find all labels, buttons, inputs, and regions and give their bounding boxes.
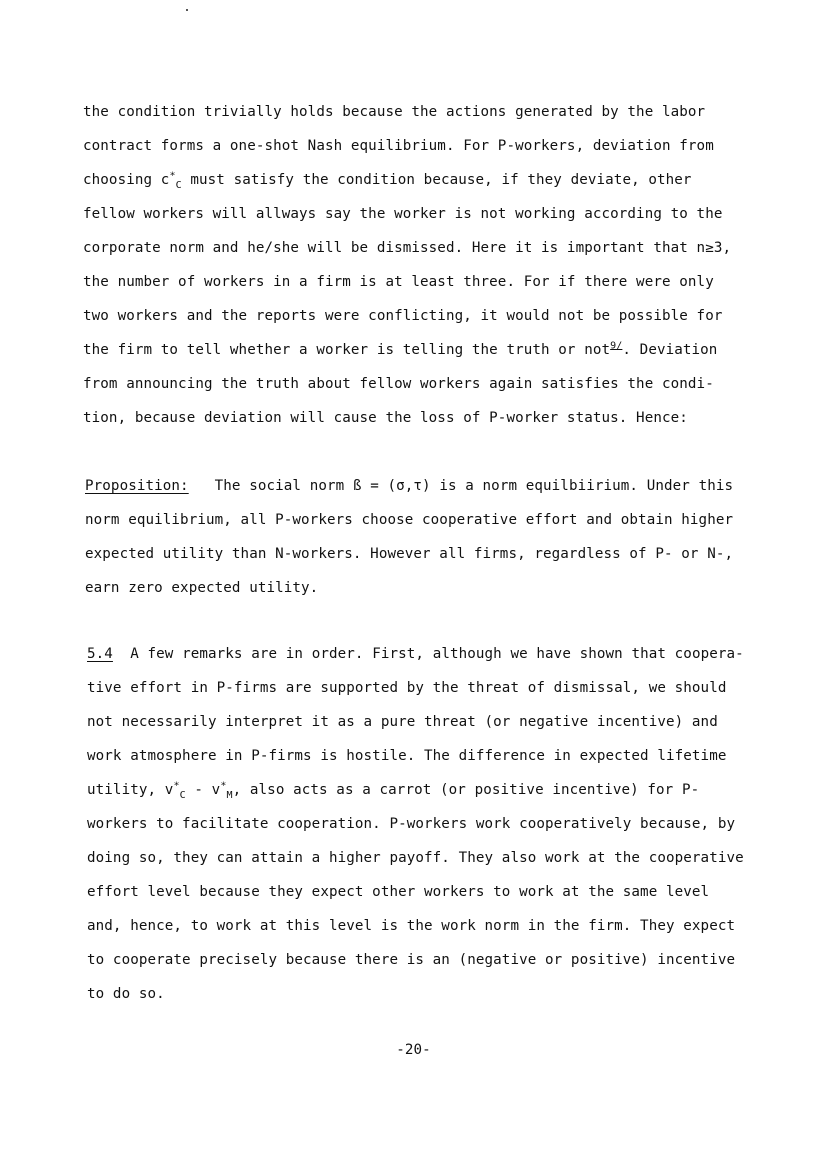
math-comma: , <box>232 782 242 798</box>
proposition-line: norm equilibrium, all P-workers choose cooperative effort and obtain higher <box>85 512 734 528</box>
math-v: v <box>211 782 221 798</box>
paragraph-line: the number of workers in a firm is at least three. For if there were only <box>83 274 714 290</box>
section-line: and, hence, to work at this level is the work norm in the firm. They expect <box>87 918 736 934</box>
footnote-marker: 9/ <box>610 340 623 352</box>
math-minus: - <box>194 782 204 798</box>
paragraph-line <box>83 340 717 360</box>
section-line <box>87 780 699 800</box>
section-line <box>87 644 744 664</box>
section-number: 5.4 <box>87 646 113 662</box>
section-line: to do so. <box>87 986 165 1002</box>
section-text: utility, <box>87 782 157 798</box>
proposition-text: The social norm ß = (σ,τ) is a norm equilbiirium. Under this <box>214 478 734 494</box>
section-line: tive effort in P-firms are supported by the threat of dismissal, we should <box>87 680 727 696</box>
math-v-subscript: C <box>179 789 186 801</box>
paragraph-line: from announcing the truth about fellow workers again satisfies the condi- <box>83 376 714 392</box>
scan-speck <box>186 9 188 11</box>
paragraph-line-text: must satisfy the condition because, if they deviate, other <box>190 172 692 188</box>
math-v-superscript: * <box>173 780 180 792</box>
math-c-superscript: * <box>169 170 176 182</box>
proposition-line <box>85 476 733 496</box>
paragraph-line-text: the firm to tell whether a worker is telling the truth or not <box>83 342 611 358</box>
proposition-label: Proposition: <box>85 478 189 494</box>
section-line: not necessarily interpret it as a pure threat (or negative incentive) and <box>87 714 718 730</box>
paragraph-line: two workers and the reports were conflicting, it would not be possible for <box>83 308 723 324</box>
section-line: doing so, they can attain a higher payoff. They also work at the cooperative <box>87 850 744 866</box>
paragraph-line: fellow workers will allways say the worker is not working according to the <box>83 206 723 222</box>
proposition-line: earn zero expected utility. <box>85 580 319 596</box>
paragraph-line: contract forms a one-shot Nash equilibrium. For P-workers, deviation from <box>83 138 714 154</box>
paragraph-line-text: . Deviation <box>622 342 718 358</box>
section-line: effort level because they expect other workers to work at the same level <box>87 884 710 900</box>
paragraph-line: corporate norm and he/she will be dismissed. Here it is important that n≥3, <box>83 240 732 256</box>
section-text: A few remarks are in order. First, although we have shown that coopera- <box>130 646 744 662</box>
paragraph-line <box>83 170 692 190</box>
proposition-line: expected utility than N-workers. However all firms, regardless of P- or N-, <box>85 546 734 562</box>
math-c-subscript: C <box>175 179 182 191</box>
section-line: to cooperate precisely because there is an (negative or positive) incentive <box>87 952 736 968</box>
page-number: -20- <box>396 1042 431 1058</box>
math-v-superscript: * <box>220 780 227 792</box>
math-v-subscript: M <box>226 789 233 801</box>
section-text: also acts as a carrot (or positive incentive) for P- <box>249 782 700 798</box>
section-line: workers to facilitate cooperation. P-workers work cooperatively because, by <box>87 816 736 832</box>
section-line: work atmosphere in P-firms is hostile. The difference in expected lifetime <box>87 748 727 764</box>
paragraph-line: tion, because deviation will cause the loss of P-worker status. Hence: <box>83 410 688 426</box>
paragraph-line: the condition trivially holds because the actions generated by the labor <box>83 104 706 120</box>
math-c: c <box>160 172 170 188</box>
word-choosing: choosing <box>83 172 153 188</box>
math-v: v <box>164 782 174 798</box>
